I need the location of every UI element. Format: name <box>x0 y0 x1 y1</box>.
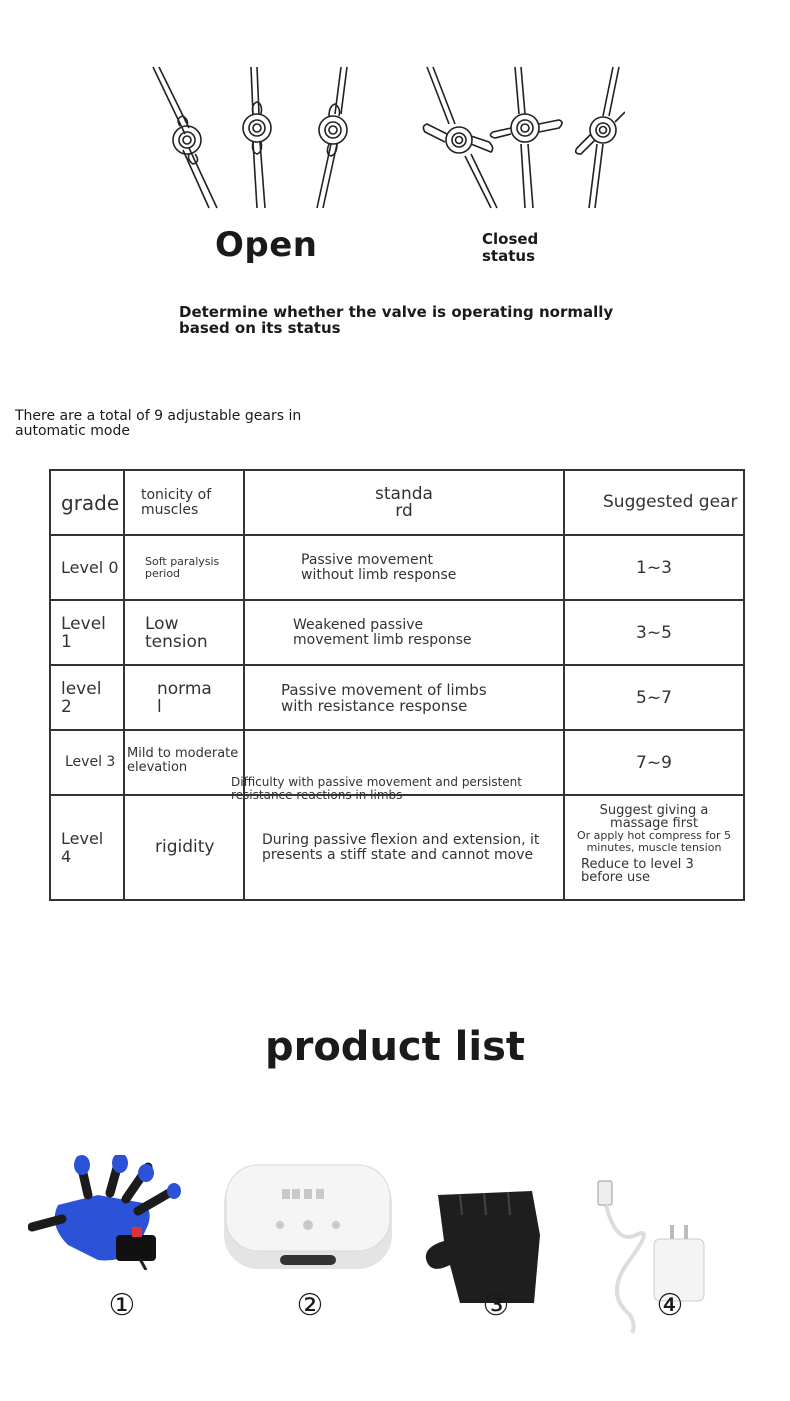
open-valve-1 <box>153 67 217 208</box>
gear-suggestion-line1: Suggest giving a massage first <box>599 803 709 831</box>
product-number-3: ③ <box>482 1288 510 1323</box>
gear-cell: 7~9 <box>564 730 744 795</box>
tonicity-cell: Mild to moderate elevation <box>124 730 244 795</box>
tonicity-cell: rigidity <box>124 795 244 900</box>
tonicity-cell: Soft paralysis period <box>124 535 244 600</box>
tonicity-cell: norma l <box>124 665 244 730</box>
gear-cell: 5~7 <box>564 665 744 730</box>
closed-valve-3 <box>576 67 625 208</box>
gear-suggestion-line3: Reduce to level 3 before use <box>581 857 694 885</box>
table-row <box>50 600 744 665</box>
grade-cell: Level 4 <box>50 795 124 900</box>
gear-cell: 1~3 <box>564 535 744 600</box>
valve-illustration <box>145 62 625 212</box>
gear-cell: 3~5 <box>564 600 744 665</box>
table-row <box>50 665 744 730</box>
grade-cell: Level 1 <box>50 600 124 665</box>
grade-cell: Level 3 <box>50 730 124 795</box>
standard-cell: Passive movement of limbs with resistance response <box>244 665 564 730</box>
open-label: Open <box>215 225 318 265</box>
header-grade: grade <box>50 470 124 535</box>
gear-cell <box>564 795 744 900</box>
table-row <box>50 535 744 600</box>
open-valve-3 <box>317 67 347 208</box>
tonicity-cell: Low tension <box>124 600 244 665</box>
standard-cell: Weakened passive movement limb response <box>244 600 564 665</box>
header-standard: standa rd <box>244 470 564 535</box>
product-number-4: ④ <box>656 1288 684 1323</box>
product-number-1: ① <box>108 1288 136 1323</box>
gear-suggestion-line2: Or apply hot compress for 5 minutes, muscle tension <box>576 829 732 854</box>
robotic-glove-image <box>28 1155 198 1270</box>
header-suggested-gear: Suggested gear <box>564 470 744 535</box>
grade-cell: level 2 <box>50 665 124 730</box>
grade-table <box>49 469 745 901</box>
product-number-2: ② <box>296 1288 324 1323</box>
closed-valve-1 <box>423 67 497 208</box>
level3-standard-text: Difficulty with passive movement and persistent resistance reactions in limbs <box>231 775 522 802</box>
product-list-title: product list <box>264 1024 526 1070</box>
table-row <box>50 795 744 900</box>
grade-cell: Level 0 <box>50 535 124 600</box>
table-header-row <box>50 470 744 535</box>
standard-cell: Passive movement without limb response <box>244 535 564 600</box>
open-valve-2 <box>243 67 271 208</box>
standard-cell: During passive flexion and extension, it presents a stiff state and cannot move <box>244 795 564 900</box>
controller-image <box>222 1155 394 1275</box>
closed-label: Closed status <box>482 230 539 265</box>
gears-intro: There are a total of 9 adjustable gears in automatic mode <box>15 408 302 439</box>
valve-caption: Determine whether the valve is operating normally based on its status <box>179 303 614 337</box>
header-tonicity: tonicity of muscles <box>124 470 244 535</box>
closed-valve-2 <box>490 67 562 208</box>
